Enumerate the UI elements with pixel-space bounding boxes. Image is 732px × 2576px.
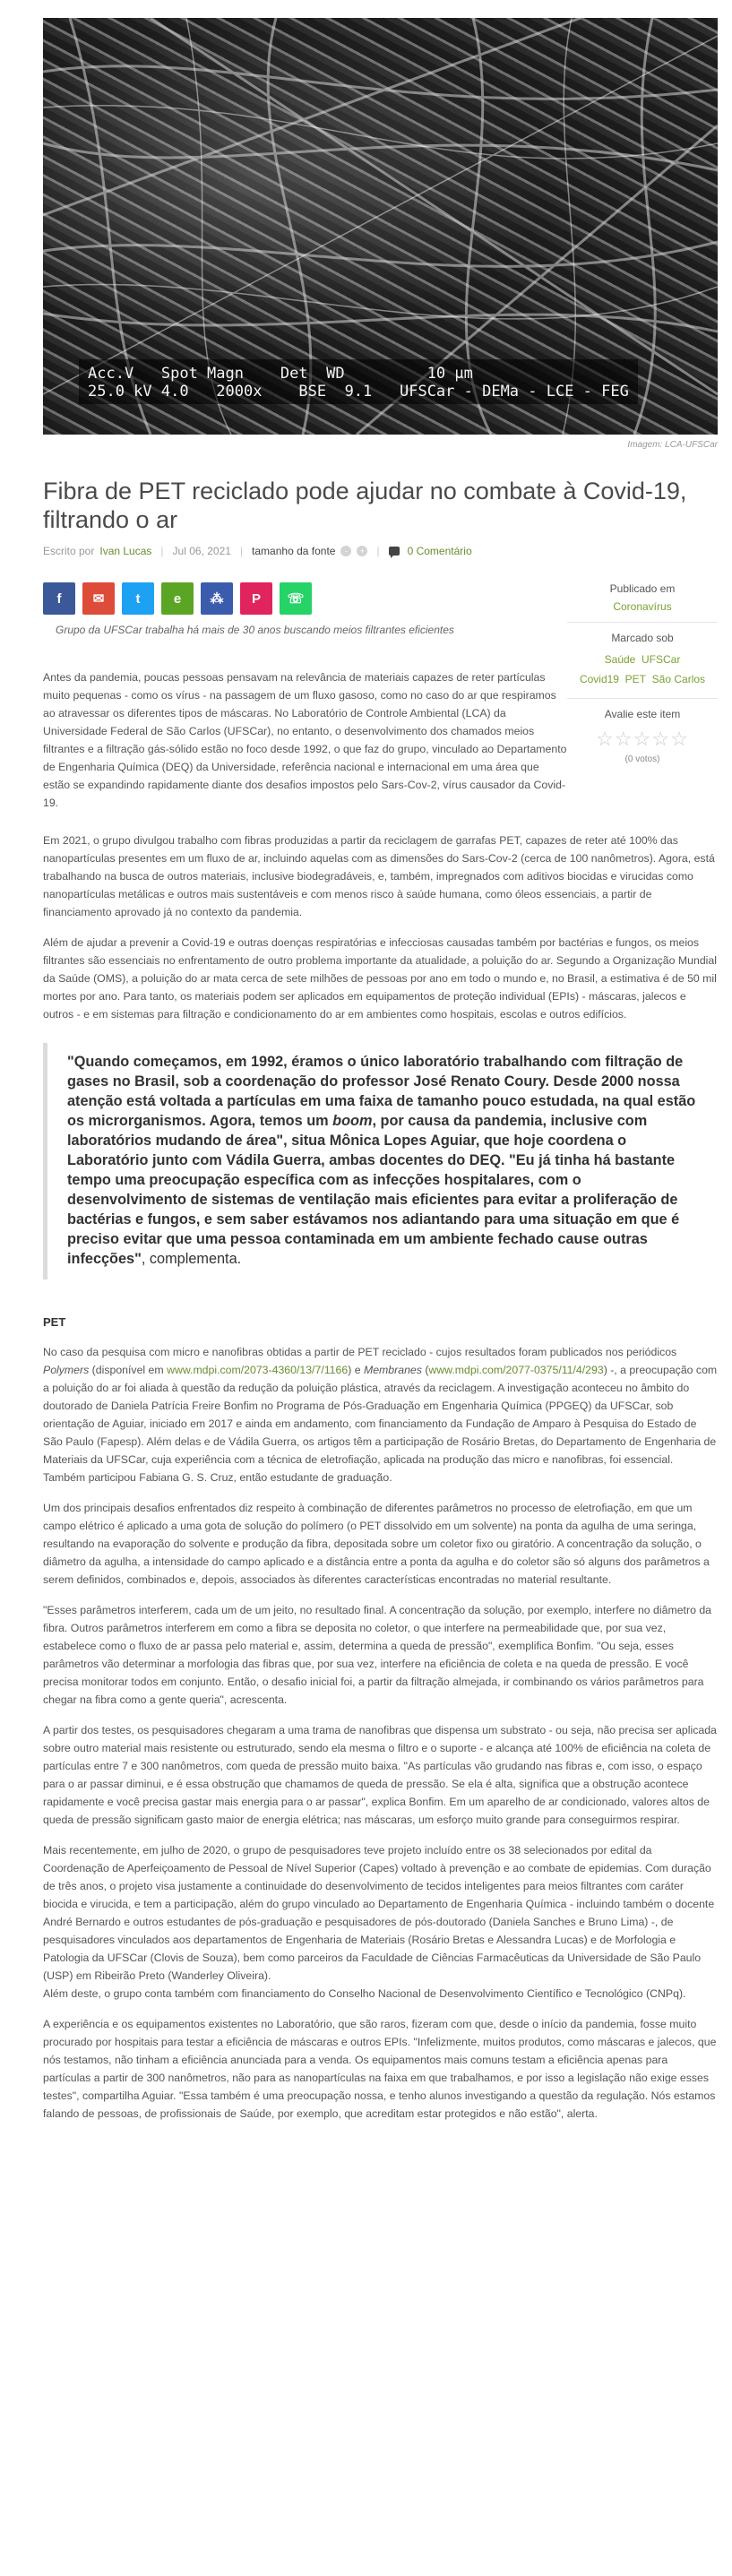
article-hero-image	[43, 18, 718, 435]
author-link[interactable]: Ivan Lucas	[99, 545, 152, 557]
quote-text-2: , por causa da pandemia, inclusive com laboratórios mudando de área", situa Mônica Lopes Aguiar, que hoje coordena o Laboratório junto com Vádila Guerra, ambas docentes do DEQ. "Eu já tinha há bastante tempo uma preocupação específica com as infecções hospitalares, com o desenvolvimento de sistemas de ventilação mais eficientes para evitar a proliferação de bactérias e fungos, e sem saber estávamos nos adiantando para uma situação em que é preciso evitar que uma pessoa contaminada em um ambiente fechado cause outras infecções"	[67, 1113, 680, 1267]
paragraph-8: Mais recentemente, em julho de 2020, o grupo de pesquisadores teve projeto incluído entre os 38 selecionados por edital da Coordenação de Aperfeiçoamento de Pessoal de Nível Superior (Capes) voltado à prevenção e ao combate de epidemias. Com duração de três anos, o projeto visa justamente a continuidade do desenvolvimento de tecidos inteligentes para meios filtrantes com caráter biocida e virucida, e tem a participação, além do grupo vinculado ao Departamento de Engenharia Química - incluindo também o docente André Bernardo e outros estudantes de pós-graduação e pesquisadores de pós-doutorado (Daniela Sanches e Bruno Lima) -, de pesquisadores vinculados aos departamentos de Engenharia de Materiais (Rosário Bretas e Alessandra Lucas) e de Morfologia e Patologia da UFSCar (Clovis de Souza), bem como parceiros da Faculdade de Ciências Farmacêuticas da Universidade de São Paulo (USP) em Ribeirão Preto (Wanderley Oliveira).	[43, 1844, 715, 1982]
p4-text-a: No caso da pesquisa com micro e nanofibras obtidas a partir de PET reciclado - cujos resultados foram publicados nos periódicos	[43, 1346, 677, 1358]
tag-link[interactable]: São Carlos	[651, 673, 706, 685]
evernote-share-button[interactable]: e	[161, 582, 194, 615]
quote-italic: boom	[332, 1113, 373, 1129]
paragraph-9: A experiência e os equipamentos existentes no Laboratório, que são raros, fizeram com que, desde o início da pandemia, fosse muito procurado por hospitais para testar a eficiência de máscaras e outros EPIs. "Infelizmente, muitos produtos, como máscaras e jalecos, que nós testamos, não tinham a eficiência anunciada para a venda. Os equipamentos mais comuns testam a eficiência apenas para partículas a partir de 300 nanômetros, não para as nanopartículas na faixa em que trabalhamos, e por isso a legislação não exige esses testes", compartilha Aguiar. "Essa também é uma preocupação nossa, e tenho alunos investigando a questão da regulação. Nós estamos falando de pessoas, de profissionais de Saúde, por exemplo, que acreditam estar protegidos e não estão", alerta.	[43, 2018, 717, 2120]
category-link[interactable]: Coronavírus	[613, 600, 672, 613]
sem-info-line-2: 25.0 kV 4.0 2000x BSE 9.1 UFSCar - DEMa - LCE - FEG	[88, 383, 629, 401]
twitter-share-button[interactable]: t	[122, 582, 154, 615]
polymers-article-link[interactable]: www.mdpi.com/2073-4360/13/7/1166	[167, 1364, 349, 1376]
facebook-share-button[interactable]: f	[43, 582, 75, 615]
meta-separator: |	[160, 545, 164, 557]
published-in-block	[567, 582, 718, 623]
paragraph-2: Em 2021, o grupo divulgou trabalho com fibras produzidas a partir da reciclagem de garrafas PET, capazes de reter até 100% das nanopartículas presentes em um fluxo de ar, incluindo aquelas com as dimensões do Sars-Cov-2 (cerca de 100 nanômetros). Agora, está trabalhando na busca de outros materiais, inclusive biodegradáveis, e, também, impregnados com aditivos biocidas e virucidas como nanopartículas metálicas e outros mais sustentáveis e com menos risco à saúde humana, como óleos essenciais, a partir de financiamento aprovado já no contexto da pandemia.	[43, 834, 715, 918]
star-icon[interactable]: ☆	[633, 728, 652, 750]
section-heading-pet: PET	[43, 1315, 66, 1329]
tags-block	[567, 632, 718, 699]
paragraph-8b: Além deste, o grupo conta também com financiamento do Conselho Nacional de Desenvolvimento Científico e Tecnológico (CNPq).	[43, 1987, 686, 2000]
article-page	[0, 18, 732, 2150]
article-title: Fibra de PET reciclado pode ajudar no combate à Covid-19, filtrando o ar	[43, 478, 687, 533]
image-credit: Imagem: LCA-UFSCar	[627, 440, 718, 450]
article-body	[43, 831, 718, 2123]
article-sidebar	[567, 582, 718, 812]
pull-quote	[43, 1043, 718, 1279]
image-caption: Grupo da UFSCar trabalha há mais de 30 anos buscando meios filtrantes eficientes	[56, 624, 454, 636]
comment-icon	[389, 547, 400, 556]
tag-link[interactable]: Saúde	[604, 653, 636, 666]
tag-link[interactable]: Covid19	[579, 673, 619, 685]
journal-membranes: Membranes	[363, 1364, 422, 1376]
membranes-article-link[interactable]: www.mdpi.com/2077-0375/11/4/293	[428, 1364, 604, 1376]
paragraph-4	[43, 1343, 718, 1486]
tagged-label: Marcado sob	[611, 632, 674, 644]
sem-info-line-1: Acc.V Spot Magn Det WD 10 μm	[88, 365, 473, 383]
quote-text-1: "Quando começamos, em 1992, éramos o único laboratório trabalhando com filtração de gases no Brasil, sob a coordenação do professor José Renato Coury. Desde 2000 nossa atenção está voltada a partículas em uma faixa de tamanho pouco estudada, na qual estão os microrganismos. Agora, temos um	[67, 1054, 696, 1129]
article-meta	[43, 545, 718, 557]
rating-block	[567, 708, 718, 764]
published-label: Publicado em	[609, 582, 676, 595]
rating-stars[interactable]	[567, 728, 718, 751]
meta-separator: |	[376, 545, 380, 557]
font-size-label: tamanho da fonte	[252, 545, 336, 557]
myspace-share-button[interactable]: ⁂	[201, 582, 233, 615]
quote-tail: , complementa.	[141, 1251, 242, 1267]
journal-polymers: Polymers	[43, 1364, 90, 1376]
tag-list	[567, 650, 718, 689]
p4-text-d: (	[421, 1364, 429, 1376]
paragraph-1: Antes da pandemia, poucas pessoas pensavam na relevância de materiais capazes de reter partículas muito pequenas - como os vírus - na passagem de um fluxo gasoso, como no caso do ar que respiramos ao atravessar os diferentes tipos de máscaras. No Laboratório de Controle Ambiental (LCA) da Universidade Federal de São Carlos (UFSCar), no entanto, o desenvolvimento dos chamados meios filtrantes e a filtração gás-sólido estão no foco desde 1992, o que faz do grupo, vinculado ao Departamento de Engenharia Química (DEQ) da Universidade, referência nacional e internacional em uma área que estão se expandindo rapidamente diante dos desafios impostos pelo Sars-Cov-2, vírus causador da Covid-19.	[43, 671, 567, 809]
written-by-label: Escrito por	[43, 545, 95, 557]
star-icon[interactable]: ☆	[596, 728, 615, 750]
p4-text-b: (disponível em	[89, 1364, 168, 1376]
share-buttons	[43, 582, 567, 615]
tag-link[interactable]: PET	[624, 673, 646, 685]
p4-text-e: ) -, a preocupação com a poluição do ar foi aliada à questão da redução da poluição plástica, através da reciclagem. A investigação aconteceu no âmbito do doutorado de Daniela Patrícia Freire Bonfim no Programa de Pós-Graduação em Engenharia Química (PPGEQ) da UFSCar, sob orientação de Aguiar, iniciado em 2017 e ainda em andamento, com financiamento da Fundação de Amparo à Pesquisa do Estado de São Paulo (Fapesp). Além delas e de Vádila Guerra, os artigos têm a participação de Rosário Bretas, do Departamento de Engenharia de Materiais da UFSCar, cuja experiência com a técnica de eletrofiação, aplicada na produção das micro e nanofibras, foi essencial. Também participou Fabiana G. S. Cruz, então estudante de graduação.	[43, 1364, 718, 1484]
paragraph-6: "Esses parâmetros interferem, cada um de um jeito, no resultado final. A concentração da solução, por exemplo, interfere no diâmetro da fibra. Outros parâmetros interferem em como a fibra se deposita no coletor, o que interfere na permeabilidade que, por sua vez, estabelece como o fluxo de ar passa pelo material e, assim, determina a queda de pressão", exemplifica Bonfim. "Ou seja, esses parâmetros vão determinar a morfologia das fibras que, por sua vez, interfere na eficiência de coleta e na queda de pressão. E você precisa monitorar todos em conjunto. Então, o desafio inicial foi, a partir da filtração almejada, ir combinando os vários parâmetros para chegar na fibra como a gente queria", acrescenta.	[43, 1604, 711, 1706]
pinterest-share-button[interactable]: P	[240, 582, 272, 615]
sem-info-bar	[79, 359, 638, 404]
star-icon[interactable]: ☆	[614, 728, 633, 750]
rate-label: Avalie este item	[604, 708, 681, 720]
email-share-button[interactable]: ✉	[82, 582, 115, 615]
publish-date: Jul 06, 2021	[172, 545, 231, 557]
vote-count: (0 votos)	[624, 754, 660, 764]
article-intro	[43, 582, 718, 812]
paragraph-3: Além de ajudar a prevenir a Covid-19 e outras doenças respiratórias e infecciosas causadas também por bactérias e fungos, os meios filtrantes são essenciais no enfrentamento de outro problema importante da atualidade, a poluição do ar. Segundo a Organização Mundial da Saúde (OMS), a poluição do ar mata cerca de sete milhões de pessoas por ano em todo o mundo e, no Brasil, a estimativa é de 50 mil mortes por ano. Para tanto, os materiais podem ser aplicados em equipamentos de proteção individual (EPIs) - máscaras, jalecos e outros - e em sistemas para filtração e condicionamento do ar em ambientes como hospitais, escolas e outros edifícios.	[43, 936, 717, 1021]
star-icon[interactable]: ☆	[651, 728, 671, 750]
font-decrease-button[interactable]: -	[340, 546, 351, 556]
whatsapp-share-button[interactable]: ☏	[280, 582, 312, 615]
star-icon[interactable]: ☆	[670, 728, 689, 750]
article-intro-main	[43, 582, 567, 812]
meta-separator: |	[239, 545, 244, 557]
comments-link[interactable]: 0 Comentário	[407, 545, 472, 557]
p4-text-c: ) e	[348, 1364, 364, 1376]
paragraph-7: A partir dos testes, os pesquisadores chegaram a uma trama de nanofibras que dispensa um substrato - ou seja, não precisa ser aplicada sobre outro material mais resistente ou estruturado, sendo ela mesma o filtro e o suporte - e alcança até 100% de eficiência na coleta de partículas entre 7 e 300 nanômetros, com queda de pressão muito baixa. "As partículas vão grudando nas fibras e, com isso, o espaço para o ar passar diminui, e é essa obstrução que chamamos de queda de pressão. Se ela é alta, significa que a obstrução acontece rapidamente e você precisa gastar mais energia para o ar passar", explica Bonfim. Em um aparelho de ar condicionado, valores altos de queda de pressão significam gasto maior de energia elétrica; nas máscaras, um esforço muito grande para conseguirmos respirar.	[43, 1724, 717, 1826]
paragraph-5: Um dos principais desafios enfrentados diz respeito à combinação de diferentes parâmetros no processo de eletrofiação, em que um campo elétrico é aplicado a uma gota de solução do polímero (o PET dissolvido em um solvente) na ponta da agulha de uma seringa, resultando na evaporação do solvente e produção da fibra, depositada sobre um coletor fixo ou giratório. A concentração da solução, o diâmetro da agulha, a intensidade do campo aplicado e a distância entre a ponta da agulha e do coletor são só alguns dos parâmetros a serem definidos, combinados e, depois, associados às diferentes características encontradas no material resultante.	[43, 1502, 710, 1586]
font-increase-button[interactable]: +	[357, 546, 367, 556]
tag-link[interactable]: UFSCar	[642, 653, 681, 666]
